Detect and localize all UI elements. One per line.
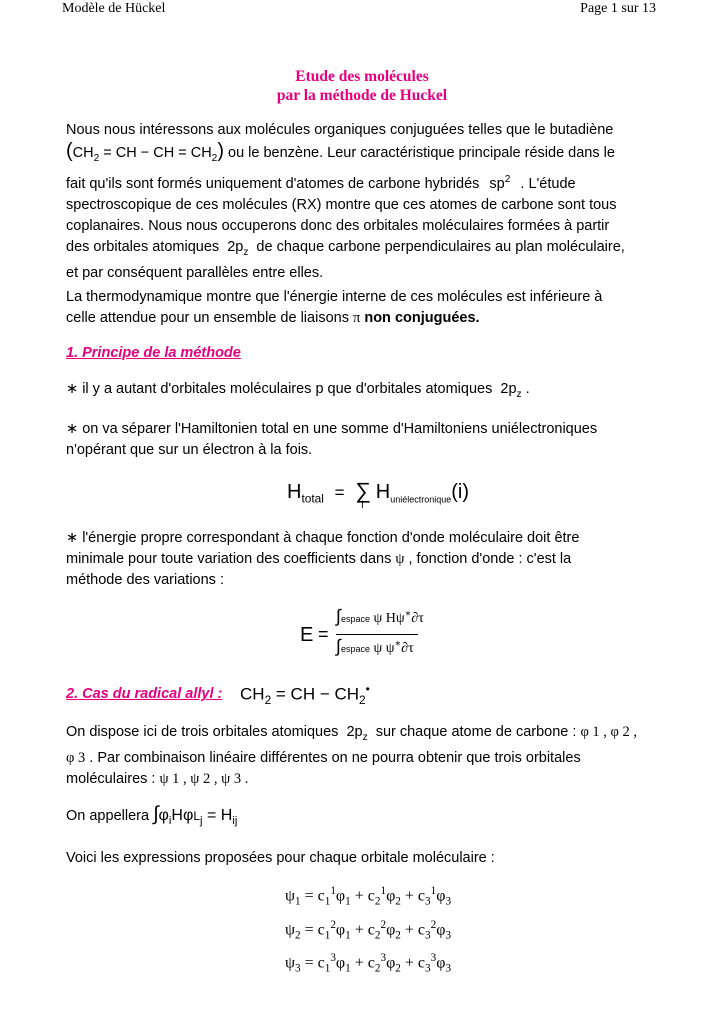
bullet-3: ∗ l'énergie propre correspondant à chaque fonction d'onde moléculaire doit être minimale pour toute variation des coefficients dans ψ , fonction d'onde : c'est la méthode des variations : [66,530,580,588]
hamiltonian-equation: $H_{total}$ = ∑ i $H_{uniélectronique}(i)$ [287,478,470,511]
butadiene-formula: ($CH_2$ = CH − CH = $CH_2$) [66,140,224,164]
orbital-2pz: $2p_z$ [500,381,522,400]
thermo-line2: celle attendue pour un ensemble de liaisons π non conjuguées. [66,310,480,326]
intro-line7: et par conséquent parallèles entre elles. [66,264,324,281]
intro-line6: des orbitales atomiques $2p_z$ de chaque carbone perpendiculaires au plan moléculaire, [66,238,625,258]
bullet-icon: ∗ [66,421,79,437]
allyl-paragraph: On dispose ici de trois orbitales atomiques $2p_z$ sur chaque atome de carbone : φ 1 , φ 2 , φ 3 . Par combinaison linéaire différentes on ne pourra obtenir que trois orbitales moléculaires : ψ 1 , ψ 2 , ψ 3 . [66,724,638,787]
header-left: Modèle de Hückel [62,1,166,16]
psi3-expression: $\psi_3 = c_1^3\varphi_1 + c_2^3\varphi_2 + c_3^3\varphi_3$ [285,952,452,975]
energy-denominator: ∫espace ψ ψ∗∂τ [336,636,414,656]
bullet-1: ∗ il y a autant d'orbitales moléculaires p que d'orbitales atomiques $2p_z$ . [66,381,530,400]
intro-line5: coplanaires. Nous nous occuperons donc des orbitales moléculaires formées à partir [66,217,610,234]
section-2-title: 2. Cas du radical allyl : [66,686,223,702]
intro-paragraph [66,120,666,284]
intro-line1: Nous nous intéressons aux molécules organiques conjuguées telles que le butadiène [66,122,614,138]
expressions-label: Voici les expressions proposées pour chaque orbitale moléculaire : [66,850,495,866]
energy-numerator: ∫espace ψ Hψ∗∂τ [336,606,424,626]
bullet-2: ∗ on va séparer l'Hamiltonien total en une somme d'Hamiltoniens uniélectroniques n'opérant que sur un électron à la fois. [66,421,598,458]
orbital-expressions [285,880,451,981]
orbital-2pz: $2p_z$ [346,724,368,743]
fraction-bar [336,634,418,635]
allyl-formula: $CH_2$ = CH − $CH_2^•$ [240,682,370,708]
page-number: Page 1 sur 13 [580,1,656,16]
thermo-line1: La thermodynamique montre que l'énergie interne de ces molécules est inférieure à [66,289,603,305]
hij-definition: On appellera $\int\varphi_iH\varphi L_j = H_{ij}$ [66,803,238,828]
bullet-icon: ∗ [66,530,79,546]
sp2-label: $sp^2$ [489,173,511,192]
psi2-expression: $\psi_2 = c_1^2\varphi_1 + c_2^2\varphi_2 + c_3^2\varphi_3$ [285,918,452,942]
pi-symbol: π [352,310,361,326]
doc-title-line2: par la méthode de Huckel [276,87,448,104]
thermo-paragraph [66,287,666,329]
bullet-icon: ∗ [66,381,79,397]
intro-line4: spectroscopique de ces molécules (RX) montre que ces atomes de carbone sont tous [66,196,617,213]
intro-line2: ($CH_2$ = CH − CH = $CH_2$) ou le benzène. Leur caractéristique principale réside dans le [66,140,615,164]
psi1-expression: $\psi_1 = c_1^1\varphi_1 + c_2^1\varphi_2 + c_3^1\varphi_3$ [285,885,452,908]
section-1-title: 1. Principe de la méthode [66,345,241,361]
psi-symbol: ψ [395,551,405,567]
intro-line3: fait qu'ils sont formés uniquement d'atomes de carbone hybridés $sp^2$ . L'étude [66,173,576,192]
orbital-2pz: $2p_z$ [227,238,249,258]
doc-title-line1: Etude des molécules [295,68,429,85]
hij-formula: $\int\varphi_iH\varphi L_j = H_{ij}$ [153,803,238,828]
